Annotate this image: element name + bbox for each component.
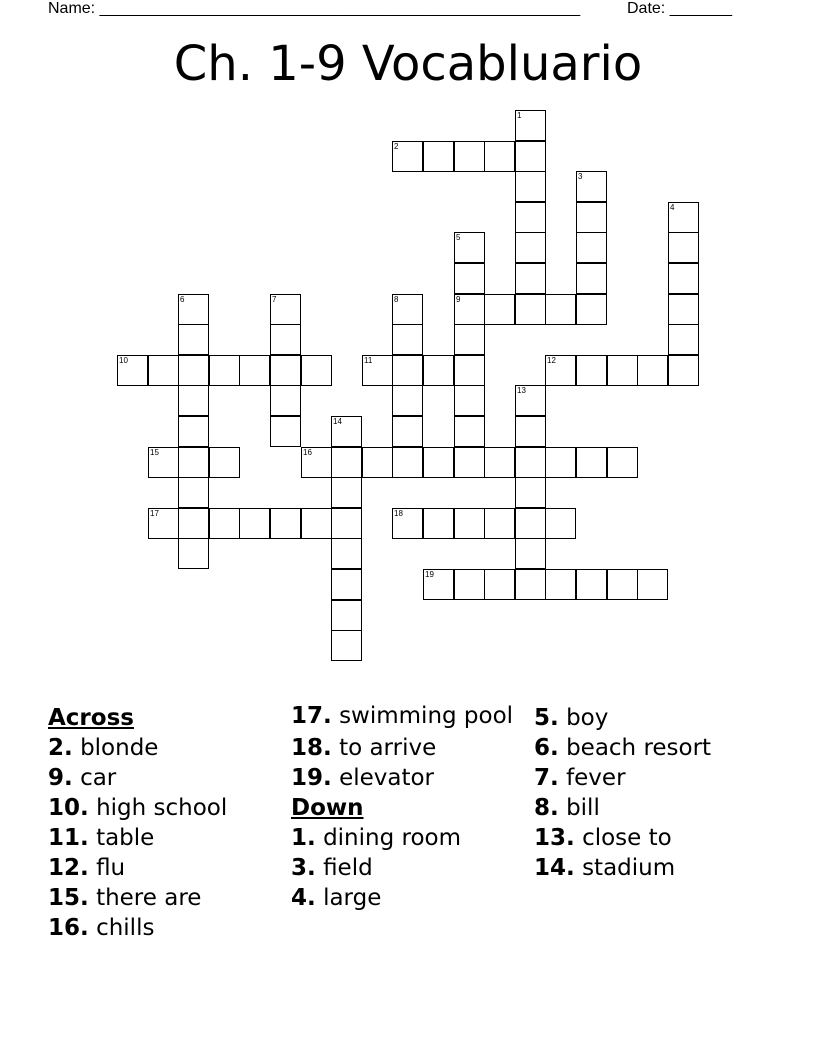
clue-number: 6. [534,735,559,761]
clue-across-17 [291,703,516,733]
clue-down-13 [534,823,774,853]
grid-cell[interactable] [515,477,546,508]
grid-cell[interactable] [454,385,485,416]
grid-cell[interactable] [515,569,546,600]
grid-cell[interactable] [148,508,179,539]
grid-cell[interactable] [239,355,270,386]
grid-cell[interactable] [484,294,515,325]
clue-down-6 [534,733,774,763]
grid-cell[interactable] [331,508,362,539]
grid-cell[interactable] [515,141,546,172]
grid-cell[interactable] [392,355,423,386]
clue-number: 18. [291,735,332,761]
grid-cell[interactable] [270,324,301,355]
grid-cell[interactable] [148,447,179,478]
clue-number: 4. [291,885,316,911]
grid-cell[interactable] [484,447,515,478]
clue-text: car [80,765,117,791]
grid-cell[interactable] [270,416,301,447]
grid-cell[interactable] [178,355,209,386]
grid-cell[interactable] [392,508,423,539]
clue-across-10 [48,793,288,823]
clue-number: 13. [534,825,575,851]
grid-cell[interactable] [270,385,301,416]
cell-number: 8 [394,295,399,304]
grid-cell[interactable] [301,355,332,386]
clue-number: 16. [48,915,89,941]
grid-cell[interactable] [178,324,209,355]
clue-across-2 [48,733,288,763]
grid-cell[interactable] [454,232,485,263]
grid-cell[interactable] [454,569,485,600]
grid-cell[interactable] [454,141,485,172]
grid-cell[interactable] [576,202,607,233]
grid-cell[interactable] [392,294,423,325]
clue-across-18 [291,733,516,763]
clue-text: there are [96,885,202,911]
grid-cell[interactable] [454,324,485,355]
grid-cell[interactable] [576,294,607,325]
grid-cell[interactable] [484,569,515,600]
grid-cell[interactable] [515,294,546,325]
cell-number: 1 [517,111,522,120]
grid-cell[interactable] [117,355,148,386]
grid-cell[interactable] [392,447,423,478]
grid-cell[interactable] [515,385,546,416]
cell-number: 7 [272,295,277,304]
grid-cell[interactable] [515,171,546,202]
grid-cell[interactable] [331,538,362,569]
clue-down-14 [534,853,774,883]
cell-number: 16 [303,448,312,457]
grid-cell[interactable] [637,355,668,386]
clue-number: 1. [291,825,316,851]
grid-cell[interactable] [178,416,209,447]
grid-cell[interactable] [178,447,209,478]
grid-cell[interactable] [331,416,362,447]
grid-cell[interactable] [545,447,576,478]
clue-number: 17. [291,703,332,729]
grid-cell[interactable] [178,508,209,539]
clue-across-11 [48,823,288,853]
grid-cell[interactable] [607,355,638,386]
clue-down-4 [291,883,516,913]
grid-cell[interactable] [331,569,362,600]
grid-cell[interactable] [607,569,638,600]
grid-cell[interactable] [178,538,209,569]
grid-cell[interactable] [515,263,546,294]
clue-text: dining room [323,825,462,851]
grid-cell[interactable] [423,569,454,600]
grid-cell[interactable] [545,355,576,386]
clue-text: large [323,885,382,911]
clue-text: blonde [80,735,159,761]
grid-cell[interactable] [454,263,485,294]
grid-cell[interactable] [392,141,423,172]
grid-cell[interactable] [301,508,332,539]
clue-number: 14. [534,855,575,881]
grid-cell[interactable] [301,447,332,478]
grid-cell[interactable] [668,263,699,294]
clue-text: elevator [339,765,435,791]
grid-cell[interactable] [576,355,607,386]
grid-cell[interactable] [515,538,546,569]
grid-cell[interactable] [668,232,699,263]
grid-cell[interactable] [209,447,240,478]
grid-cell[interactable] [270,355,301,386]
grid-cell[interactable] [209,508,240,539]
grid-cell[interactable] [270,294,301,325]
grid-cell[interactable] [423,355,454,386]
grid-cell[interactable] [668,324,699,355]
clue-number: 8. [534,795,559,821]
cell-number: 11 [364,356,373,365]
cell-number: 9 [456,295,461,304]
clue-text: high school [96,795,228,821]
grid-cell[interactable] [515,416,546,447]
clue-number: 12. [48,855,89,881]
name-field-label: Name: ______________________________________________________ [48,0,581,17]
grid-cell[interactable] [607,447,638,478]
grid-cell[interactable] [362,447,393,478]
clue-number: 3. [291,855,316,881]
cell-number: 10 [119,356,128,365]
clue-number: 19. [291,765,332,791]
cell-number: 17 [150,509,159,518]
cell-number: 5 [456,233,461,242]
grid-cell[interactable] [362,355,393,386]
grid-cell[interactable] [239,508,270,539]
clue-text: field [323,855,373,881]
cell-number: 4 [670,203,675,212]
clue-across-12 [48,853,288,883]
grid-cell[interactable] [576,447,607,478]
grid-cell[interactable] [331,477,362,508]
grid-cell[interactable] [454,508,485,539]
clue-number: 9. [48,765,73,791]
clues-column-1 [48,703,288,943]
grid-cell[interactable] [178,477,209,508]
grid-cell[interactable] [392,385,423,416]
clue-across-19 [291,763,516,793]
grid-cell[interactable] [545,569,576,600]
grid-cell[interactable] [515,447,546,478]
cell-number: 2 [394,142,399,151]
grid-cell[interactable] [178,294,209,325]
grid-cell[interactable] [576,232,607,263]
grid-cell[interactable] [668,202,699,233]
down-heading: Down [291,795,364,821]
grid-cell[interactable] [331,630,362,661]
grid-cell[interactable] [576,569,607,600]
clue-text: boy [566,705,609,731]
grid-cell[interactable] [331,447,362,478]
clue-text: close to [582,825,672,851]
grid-cell[interactable] [331,600,362,631]
grid-cell[interactable] [484,508,515,539]
clue-text: table [96,825,155,851]
grid-cell[interactable] [515,232,546,263]
clue-text: swimming pool [339,703,514,729]
grid-cell[interactable] [454,355,485,386]
grid-cell[interactable] [515,110,546,141]
grid-cell[interactable] [545,508,576,539]
clue-text: beach resort [566,735,712,761]
clue-down-8 [534,793,774,823]
clues-column-3 [534,703,774,883]
across-heading: Across [48,705,134,731]
clue-down-5 [534,703,774,733]
grid-cell[interactable] [637,569,668,600]
grid-cell[interactable] [423,141,454,172]
grid-cell[interactable] [423,508,454,539]
clue-text: chills [96,915,155,941]
clue-across-15 [48,883,288,913]
clue-text: flu [96,855,126,881]
grid-cell[interactable] [484,141,515,172]
cell-number: 18 [394,509,403,518]
cell-number: 3 [578,172,583,181]
clue-across-9 [48,763,288,793]
cell-number: 14 [333,417,342,426]
grid-cell[interactable] [454,294,485,325]
clue-text: stadium [582,855,676,881]
clue-down-7 [534,763,774,793]
grid-cell[interactable] [545,294,576,325]
grid-cell[interactable] [270,508,301,539]
clue-number: 11. [48,825,89,851]
cell-number: 13 [517,386,526,395]
grid-cell[interactable] [454,447,485,478]
grid-cell[interactable] [392,416,423,447]
clue-down-3 [291,853,516,883]
clues-column-2 [291,703,516,913]
clue-number: 7. [534,765,559,791]
cell-number: 15 [150,448,159,457]
clue-number: 10. [48,795,89,821]
grid-cell[interactable] [148,355,179,386]
cell-number: 19 [425,570,434,579]
grid-cell[interactable] [209,355,240,386]
clue-across-16 [48,913,288,943]
clue-number: 2. [48,735,73,761]
clue-text: bill [566,795,600,821]
grid-cell[interactable] [423,447,454,478]
grid-cell[interactable] [454,416,485,447]
grid-cell[interactable] [392,324,423,355]
grid-cell[interactable] [668,355,699,386]
clue-number: 5. [534,705,559,731]
grid-cell[interactable] [515,508,546,539]
clue-down-1 [291,823,516,853]
cell-number: 12 [547,356,556,365]
grid-cell[interactable] [178,385,209,416]
cell-number: 6 [180,295,185,304]
clue-text: to arrive [339,735,437,761]
grid-cell[interactable] [668,294,699,325]
clue-number: 15. [48,885,89,911]
clue-text: fever [566,765,626,791]
grid-cell[interactable] [515,202,546,233]
date-field-label: Date: _______ [627,0,732,17]
grid-cell[interactable] [576,263,607,294]
grid-cell[interactable] [576,171,607,202]
page-title: Ch. 1-9 Vocabluario [173,36,643,92]
